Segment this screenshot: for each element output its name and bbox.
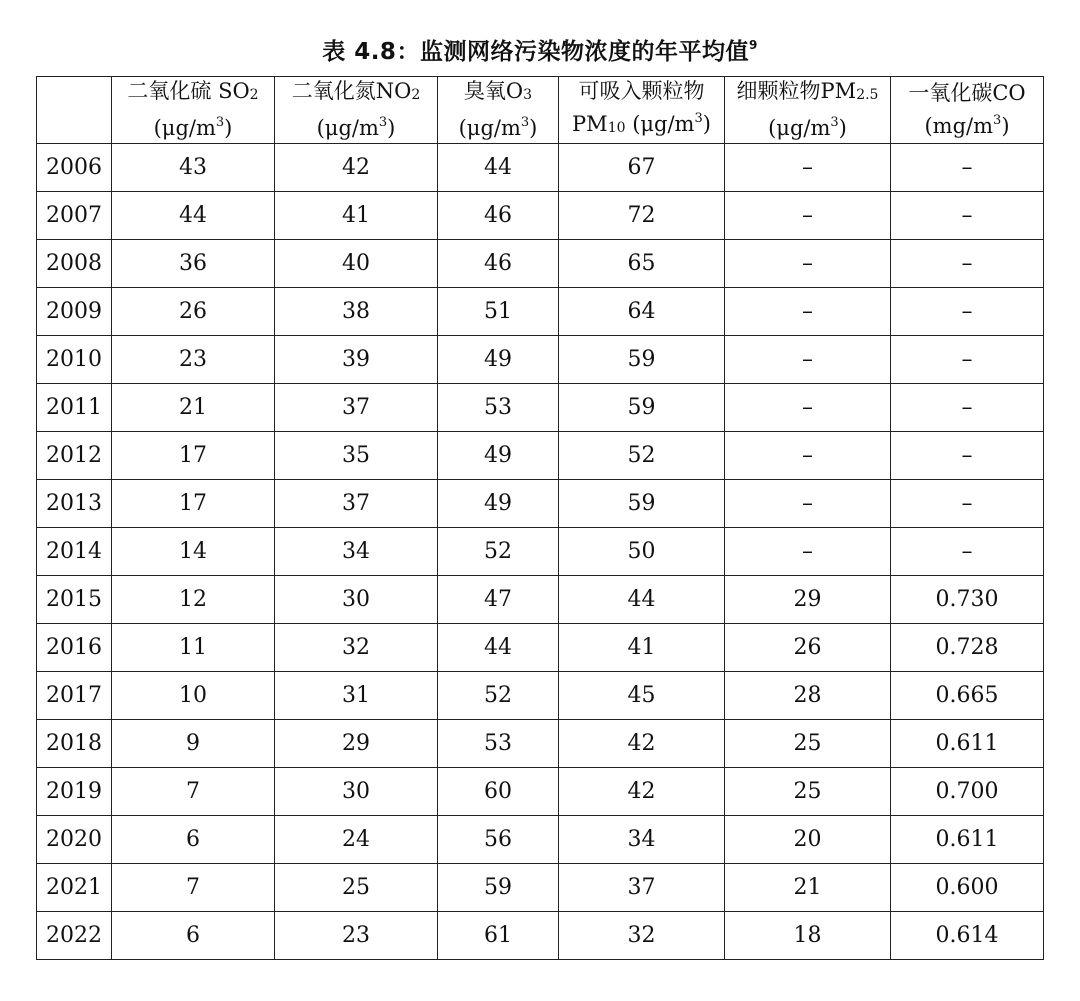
header-name: 二氧化氮NO (291, 79, 412, 103)
cell-pm10: 41 (559, 624, 725, 672)
column-header-o3 (438, 77, 559, 144)
cell-year: 2019 (37, 768, 112, 816)
cell-no2: 39 (275, 336, 438, 384)
header-subscript: 2.5 (856, 87, 879, 103)
table-row (37, 912, 1044, 960)
header-unit-text: (μg/m (458, 116, 521, 140)
cell-co: 0.730 (891, 576, 1044, 624)
cell-co: – (891, 192, 1044, 240)
cell-o3: 46 (438, 192, 559, 240)
table-row (37, 288, 1044, 336)
header-unit-text: (μg/m (153, 116, 216, 140)
cell-so2: 12 (112, 576, 275, 624)
cell-co: – (891, 528, 1044, 576)
table-row (37, 384, 1044, 432)
table-header-row (37, 77, 1044, 144)
cell-co: – (891, 480, 1044, 528)
cell-pm25: – (725, 240, 891, 288)
cell-co: 0.728 (891, 624, 1044, 672)
column-header-year (37, 77, 112, 144)
cell-pm10: 32 (559, 912, 725, 960)
cell-o3: 49 (438, 432, 559, 480)
cell-year: 2006 (37, 144, 112, 192)
cell-so2: 14 (112, 528, 275, 576)
cell-pm25: – (725, 288, 891, 336)
cell-pm10: 50 (559, 528, 725, 576)
cell-co: – (891, 432, 1044, 480)
cell-year: 2014 (37, 528, 112, 576)
column-header-pm25 (725, 77, 891, 144)
cell-pm25: – (725, 144, 891, 192)
header-unit-superscript: 3 (215, 115, 225, 130)
cell-pm10: 42 (559, 768, 725, 816)
header-name: 一氧化碳CO (908, 81, 1026, 105)
table-title-text: 表 4.8：监测网络污染物浓度的年平均值 (322, 39, 749, 65)
cell-so2: 7 (112, 768, 275, 816)
cell-pm25: – (725, 480, 891, 528)
table-row (37, 480, 1044, 528)
cell-year: 2010 (37, 336, 112, 384)
table-row (37, 576, 1044, 624)
header-name: 二氧化硫 SO (127, 79, 250, 103)
cell-pm25: 25 (725, 768, 891, 816)
cell-no2: 23 (275, 912, 438, 960)
cell-co: 0.614 (891, 912, 1044, 960)
column-header-pm10 (559, 77, 725, 144)
cell-pm10: 34 (559, 816, 725, 864)
cell-o3: 53 (438, 384, 559, 432)
cell-o3: 46 (438, 240, 559, 288)
cell-pm10: 45 (559, 672, 725, 720)
cell-no2: 29 (275, 720, 438, 768)
cell-pm10: 72 (559, 192, 725, 240)
cell-year: 2017 (37, 672, 112, 720)
table-row (37, 432, 1044, 480)
cell-pm10: 44 (559, 576, 725, 624)
header-unit-superscript: 3 (993, 113, 1002, 128)
cell-no2: 37 (275, 480, 438, 528)
header-unit-superscript: 3 (378, 115, 388, 130)
header-unit-superscript: 3 (694, 111, 703, 126)
table-title (0, 28, 1080, 69)
cell-co: – (891, 144, 1044, 192)
cell-o3: 44 (438, 624, 559, 672)
header-unit-subscript: 10 (607, 120, 626, 136)
table-row (37, 528, 1044, 576)
cell-so2: 6 (112, 816, 275, 864)
cell-so2: 43 (112, 144, 275, 192)
cell-pm10: 65 (559, 240, 725, 288)
cell-year: 2018 (37, 720, 112, 768)
cell-no2: 30 (275, 768, 438, 816)
cell-pm10: 67 (559, 144, 725, 192)
table-row (37, 624, 1044, 672)
header-unit (275, 109, 437, 142)
cell-pm25: 29 (725, 576, 891, 624)
cell-pm25: – (725, 192, 891, 240)
cell-so2: 21 (112, 384, 275, 432)
column-header-so2 (112, 77, 275, 144)
cell-pm10: 64 (559, 288, 725, 336)
cell-co: – (891, 336, 1044, 384)
cell-year: 2020 (37, 816, 112, 864)
header-unit-text: (μg/m (316, 116, 379, 140)
header-unit-superscript: 3 (830, 115, 839, 130)
cell-year: 2021 (37, 864, 112, 912)
cell-so2: 6 (112, 912, 275, 960)
cell-so2: 44 (112, 192, 275, 240)
header-name: 臭氧O (463, 79, 524, 103)
cell-year: 2022 (37, 912, 112, 960)
cell-co: 0.700 (891, 768, 1044, 816)
cell-o3: 53 (438, 720, 559, 768)
cell-o3: 49 (438, 480, 559, 528)
header-line1 (725, 78, 890, 109)
cell-year: 2015 (37, 576, 112, 624)
header-unit-mid: (μg/m (625, 112, 695, 136)
cell-pm10: 42 (559, 720, 725, 768)
cell-no2: 34 (275, 528, 438, 576)
header-line1 (112, 78, 274, 109)
table-row (37, 240, 1044, 288)
header-unit (438, 109, 558, 142)
cell-year: 2009 (37, 288, 112, 336)
cell-o3: 60 (438, 768, 559, 816)
table-row (37, 672, 1044, 720)
cell-o3: 49 (438, 336, 559, 384)
header-unit-text: (mg/m (924, 114, 994, 138)
cell-o3: 52 (438, 528, 559, 576)
header-line1 (438, 78, 558, 109)
header-unit-superscript: 3 (520, 115, 530, 130)
header-subscript: 2 (249, 87, 259, 103)
cell-pm10: 59 (559, 384, 725, 432)
header-name: 可吸入颗粒物 (578, 79, 705, 103)
cell-year: 2013 (37, 480, 112, 528)
header-unit-text: (μg/m (768, 116, 831, 140)
table-row (37, 144, 1044, 192)
cell-no2: 35 (275, 432, 438, 480)
cell-pm25: – (725, 528, 891, 576)
table-row (37, 816, 1044, 864)
cell-no2: 25 (275, 864, 438, 912)
cell-so2: 17 (112, 480, 275, 528)
cell-year: 2016 (37, 624, 112, 672)
cell-no2: 30 (275, 576, 438, 624)
header-unit-text: PM (572, 112, 608, 136)
cell-so2: 17 (112, 432, 275, 480)
header-unit (112, 109, 274, 142)
cell-co: – (891, 288, 1044, 336)
cell-o3: 52 (438, 672, 559, 720)
cell-so2: 7 (112, 864, 275, 912)
cell-pm25: – (725, 432, 891, 480)
cell-co: 0.600 (891, 864, 1044, 912)
header-unit (891, 107, 1043, 140)
header-unit-end: ) (529, 116, 538, 140)
cell-so2: 26 (112, 288, 275, 336)
header-line1 (891, 80, 1043, 107)
cell-o3: 51 (438, 288, 559, 336)
column-header-no2 (275, 77, 438, 144)
cell-co: – (891, 384, 1044, 432)
header-line1 (275, 78, 437, 109)
cell-no2: 32 (275, 624, 438, 672)
cell-pm10: 59 (559, 336, 725, 384)
header-subscript: 3 (523, 87, 533, 103)
cell-pm25: 28 (725, 672, 891, 720)
cell-so2: 11 (112, 624, 275, 672)
cell-so2: 10 (112, 672, 275, 720)
cell-no2: 40 (275, 240, 438, 288)
cell-year: 2012 (37, 432, 112, 480)
cell-o3: 59 (438, 864, 559, 912)
cell-co: 0.611 (891, 816, 1044, 864)
cell-so2: 23 (112, 336, 275, 384)
header-unit (725, 109, 890, 142)
cell-o3: 44 (438, 144, 559, 192)
cell-co: 0.665 (891, 672, 1044, 720)
cell-co: 0.611 (891, 720, 1044, 768)
cell-o3: 61 (438, 912, 559, 960)
table-row (37, 720, 1044, 768)
header-name: 细颗粒物PM (736, 79, 857, 103)
cell-pm25: 25 (725, 720, 891, 768)
cell-o3: 56 (438, 816, 559, 864)
header-unit-end: ) (702, 112, 711, 136)
cell-co: – (891, 240, 1044, 288)
cell-pm10: 37 (559, 864, 725, 912)
cell-year: 2008 (37, 240, 112, 288)
header-unit-end: ) (838, 116, 847, 140)
table-body (37, 144, 1044, 960)
cell-pm25: – (725, 384, 891, 432)
cell-pm25: 21 (725, 864, 891, 912)
header-unit-end: ) (1001, 114, 1010, 138)
cell-so2: 9 (112, 720, 275, 768)
cell-no2: 37 (275, 384, 438, 432)
cell-no2: 24 (275, 816, 438, 864)
cell-pm25: 20 (725, 816, 891, 864)
header-unit-end: ) (387, 116, 396, 140)
cell-so2: 36 (112, 240, 275, 288)
cell-pm10: 52 (559, 432, 725, 480)
table-row (37, 768, 1044, 816)
table-row (37, 864, 1044, 912)
column-header-co (891, 77, 1044, 144)
cell-year: 2007 (37, 192, 112, 240)
table-row (37, 192, 1044, 240)
cell-pm25: 26 (725, 624, 891, 672)
header-unit-end: ) (224, 116, 233, 140)
cell-no2: 31 (275, 672, 438, 720)
cell-o3: 47 (438, 576, 559, 624)
header-subscript: 2 (411, 87, 421, 103)
header-line1 (559, 78, 724, 105)
pollutant-concentration-table (36, 76, 1044, 960)
cell-no2: 41 (275, 192, 438, 240)
cell-pm25: – (725, 336, 891, 384)
cell-no2: 42 (275, 144, 438, 192)
table-row (37, 336, 1044, 384)
cell-pm25: 18 (725, 912, 891, 960)
title-footnote-marker: 9 (748, 38, 758, 52)
cell-pm10: 59 (559, 480, 725, 528)
cell-no2: 38 (275, 288, 438, 336)
cell-year: 2011 (37, 384, 112, 432)
header-unit (559, 105, 724, 142)
